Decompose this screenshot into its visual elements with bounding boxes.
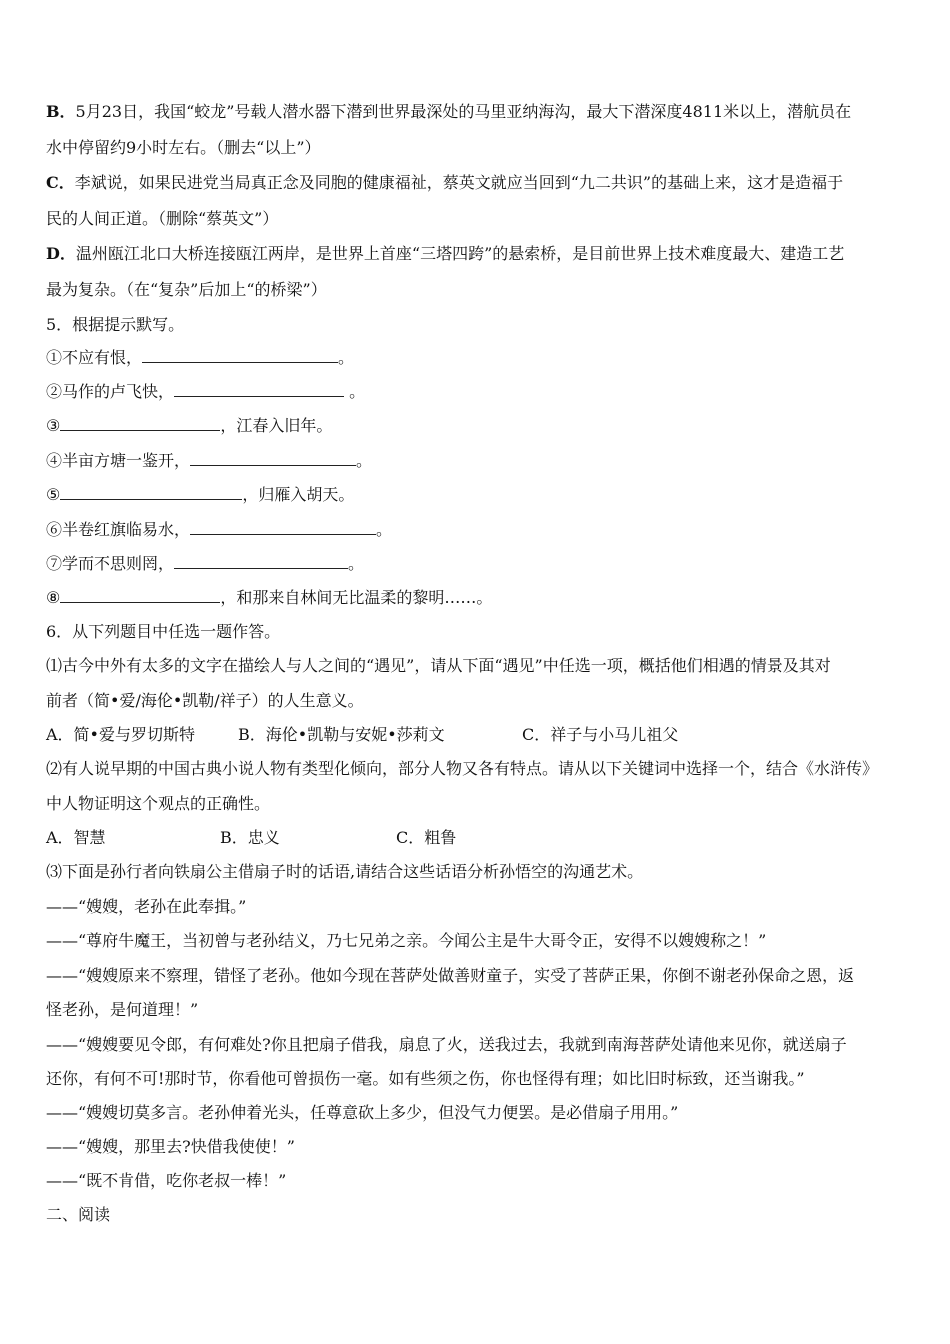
q6-sub1-line2: 前者（简•爱/海伦•凯勒/祥子）的人生意义。: [46, 691, 364, 710]
quote-line: ——“嫂嫂，老孙在此奉揖。”: [46, 897, 247, 916]
q5-item-3-before: ③: [46, 416, 61, 435]
answer-blank-8[interactable]: [60, 588, 220, 603]
quote-line: ——“尊府牛魔王，当初曾与老孙结义，乃七兄弟之亲。今闻公主是牛大哥令正，安得不以嫂嫂称之！”: [46, 931, 767, 950]
q5-item-6-before: ⑥半卷红旗临易水，: [46, 520, 191, 539]
answer-blank-7[interactable]: [174, 554, 348, 569]
option-b-line1: [46, 101, 851, 123]
q5-item-3: [46, 415, 332, 437]
q6-sub2-option-a: A．智慧: [46, 828, 106, 847]
quote-line: ——“嫂嫂原来不察理，错怪了老孙。他如今现在菩萨处做善财童子，实受了菩萨正果，你倒不谢老孙保命之恩，返: [46, 966, 855, 985]
q5-item-8: [46, 587, 492, 609]
q5-item-2-after: 。: [344, 382, 366, 401]
q6-sub1-options: [46, 724, 678, 746]
q5-item-7-after: 。: [348, 554, 365, 573]
quote-line: 怪老孙，是何道理！”: [46, 1000, 199, 1019]
q6-sub2-line2: 中人物证明这个观点的正确性。: [46, 794, 271, 813]
q6-sub3-line1: ⑶下面是孙行者向铁扇公主借扇子时的话语,请结合这些话语分析孙悟空的沟通艺术。: [46, 862, 644, 881]
q6-sub1-option-c: C．祥子与小马儿祖父: [522, 725, 679, 744]
answer-blank-1[interactable]: [142, 348, 338, 363]
option-c-letter: C．: [46, 173, 75, 192]
q5-item-4-before: ④半亩方塘一鉴开，: [46, 451, 191, 470]
q5-item-3-after: ，江春入旧年。: [220, 416, 333, 435]
q5-item-8-before: ⑧: [46, 588, 61, 607]
q5-title: 5．根据提示默写。: [46, 315, 185, 334]
quote-line: ——“嫂嫂，那里去?快借我使使！”: [46, 1137, 295, 1156]
option-c-text: 李斌说，如果民进党当局真正念及同胞的健康福祉，蔡英文就应当回到“九二共识”的基础上来，这才是造福于: [74, 173, 844, 192]
q5-item-7: [46, 553, 364, 575]
q6-sub1-option-a: A．简•爱与罗切斯特: [46, 725, 195, 744]
option-b-letter: B．: [46, 102, 76, 121]
q6-sub2-option-b: B．忠义: [220, 828, 280, 847]
option-d-line2: 最为复杂。（在“复杂”后加上“的桥梁”）: [46, 280, 327, 299]
q5-item-6: [46, 519, 392, 541]
q6-sub1-line1: ⑴古今中外有太多的文字在描绘人与人之间的“遇见”，请从下面“遇见”中任选一项，概括他们相遇的情景及其对: [46, 656, 831, 675]
answer-blank-2[interactable]: [174, 382, 344, 397]
option-c-line1: [46, 172, 843, 194]
q5-item-1-after: 。: [338, 348, 355, 367]
quote-line: 还你，有何不可!那时节，你看他可曾损伤一毫。如有些须之伤，你也怪得有理；如比旧时标致，还当谢我。”: [46, 1069, 805, 1088]
q6-sub2-options: [46, 827, 456, 849]
q5-item-1-before: ①不应有恨，: [46, 348, 143, 367]
option-d-text: 温州瓯江北口大桥连接瓯江两岸，是世界上首座“三塔四跨”的悬索桥，是目前世界上技术难度最大、建造工艺: [75, 244, 845, 263]
q5-item-6-after: 。: [376, 520, 393, 539]
q5-item-5-after: ，归雁入胡天。: [242, 485, 355, 504]
quote-line: ——“嫂嫂切莫多言。老孙伸着光头，任尊意砍上多少，但没气力便罢。是必借扇子用用。”: [46, 1103, 679, 1122]
q5-item-7-before: ⑦学而不思则罔，: [46, 554, 175, 573]
q5-item-1: [46, 347, 354, 369]
q5-item-4: [46, 450, 372, 472]
option-d-letter: D．: [46, 244, 76, 263]
q5-item-5-before: ⑤: [46, 485, 61, 504]
q6-sub1-option-b: B．海伦•凯勒与安妮•莎莉文: [238, 725, 445, 744]
option-d-line1: [46, 243, 844, 265]
q5-item-4-after: 。: [356, 451, 373, 470]
option-c-line2: 民的人间正道。（删除“蔡英文”）: [46, 209, 279, 228]
q6-title: 6．从下列题目中任选一题作答。: [46, 622, 281, 641]
option-b-text: 5月23日，我国“蛟龙”号载人潜水器下潜到世界最深处的马里亚纳海沟，最大下潜深度4811米以上，潜航员在: [75, 102, 852, 121]
answer-blank-6[interactable]: [190, 520, 376, 535]
q6-sub2-option-c: C．粗鲁: [396, 828, 457, 847]
answer-blank-3[interactable]: [60, 416, 220, 431]
quote-line: ——“嫂嫂要见令郎，有何难处?你且把扇子借我，扇息了火，送我过去，我就到南海菩萨处请他来见你，就送扇子: [46, 1035, 847, 1054]
q5-item-2-before: ②马作的卢飞快，: [46, 382, 175, 401]
q5-item-8-after: ，和那来自林间无比温柔的黎明……。: [220, 588, 493, 607]
quote-line: ——“既不肯借，吃你老叔一棒！”: [46, 1171, 287, 1190]
option-b-line2: 水中停留约9小时左右。（删去“以上”）: [46, 138, 321, 157]
answer-blank-4[interactable]: [190, 451, 356, 466]
q5-item-2: [46, 381, 365, 403]
q6-sub2-line1: ⑵有人说早期的中国古典小说人物有类型化倾向，部分人物又各有特点。请从以下关键词中选择一个，结合《水浒传》: [46, 759, 879, 778]
q5-item-5: [46, 484, 354, 506]
answer-blank-5[interactable]: [60, 485, 242, 500]
section-reading-heading: 二、阅读: [46, 1205, 111, 1224]
